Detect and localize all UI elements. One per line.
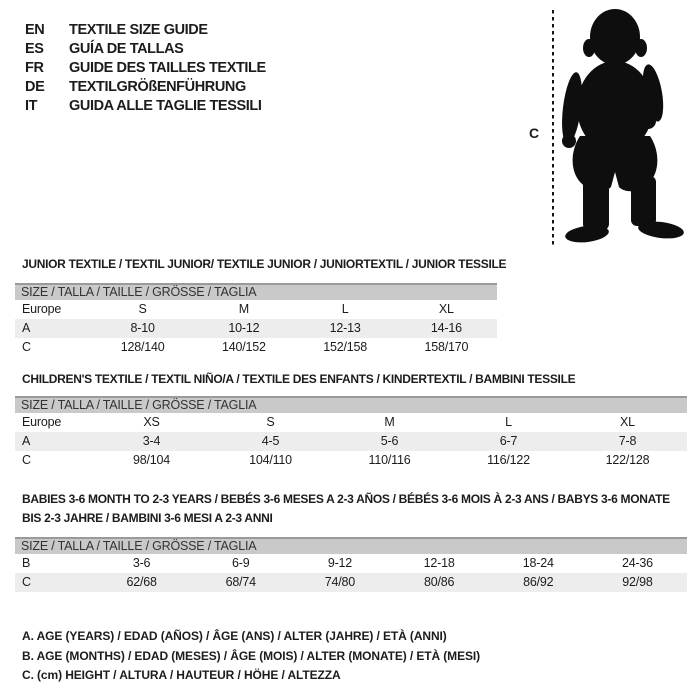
row-label: C (22, 340, 31, 354)
size-cell: 62/68 (126, 575, 157, 589)
measurement-legend (22, 627, 480, 686)
size-cell: 68/74 (225, 575, 256, 589)
row-label: Europe (22, 302, 62, 316)
row-label: C (22, 453, 31, 467)
height-marker-label: C (529, 125, 540, 141)
table-title: CHILDREN'S TEXTILE / TEXTIL NIÑO/A / TEXTILE DES ENFANTS / KINDERTEXTIL / BAMBINI TESSILE (22, 372, 576, 386)
junior-textile-table (15, 255, 507, 357)
table-row (15, 573, 687, 592)
size-cell: 104/110 (249, 453, 292, 467)
language-guide-title: GUIDE DES TAILLES TEXTILE (69, 60, 266, 76)
language-guide-row (25, 21, 266, 40)
size-cell: XS (143, 415, 160, 429)
size-cell: M (384, 415, 395, 429)
size-cell: 122/128 (605, 453, 650, 467)
size-cell: 24-36 (621, 556, 653, 570)
size-cell: 12-13 (329, 321, 361, 335)
size-cell: S (138, 302, 147, 316)
size-cell: 116/122 (487, 453, 530, 467)
size-cell: XL (620, 415, 635, 429)
size-cell: 10-12 (228, 321, 260, 335)
babies-textile-table (15, 490, 687, 592)
size-cell: 9-12 (327, 556, 353, 570)
language-code: DE (25, 79, 45, 95)
size-cell: XL (438, 302, 454, 316)
language-guide-row (25, 40, 266, 59)
table-row (15, 432, 687, 451)
size-cell: 128/140 (120, 340, 165, 354)
size-header-bar: SIZE / TALLA / TAILLE / GRÖSSE / TAGLIA (15, 396, 687, 413)
table-row (15, 451, 687, 470)
language-guide-row (25, 97, 266, 116)
language-guide-row (25, 78, 266, 97)
height-measure-dashed-line (552, 10, 554, 247)
legend-line: B. AGE (MONTHS) / EDAD (MESES) / ÂGE (MOIS) / ALTER (MONATE) / ETÀ (MESI) (22, 648, 481, 663)
size-header-bar: SIZE / TALLA / TAILLE / GRÖSSE / TAGLIA (15, 283, 497, 300)
size-cell: 3-4 (142, 434, 161, 448)
size-cell: 7-8 (618, 434, 637, 448)
size-cell: 14-16 (430, 321, 462, 335)
table-title: JUNIOR TEXTILE / TEXTIL JUNIOR/ TEXTILE JUNIOR / JUNIORTEXTIL / JUNIOR TESSILE (22, 257, 507, 271)
size-cell: 6-7 (499, 434, 518, 448)
size-cell: 3-6 (132, 556, 151, 570)
size-cell: 18-24 (522, 556, 554, 570)
language-guide-title: GUIDA ALLE TAGLIE TESSILI (69, 98, 262, 114)
size-cell: 8-10 (130, 321, 155, 335)
language-code: EN (25, 22, 45, 38)
size-cell: 12-18 (423, 556, 455, 570)
row-label: C (22, 575, 31, 589)
table-row (15, 319, 497, 338)
size-cell: 158/170 (424, 340, 469, 354)
language-title-list (25, 21, 266, 116)
language-guide-row (25, 59, 266, 78)
size-cell: 74/80 (324, 575, 356, 589)
size-cell: 92/98 (622, 575, 653, 589)
table-row (15, 300, 497, 319)
size-cell: S (266, 415, 275, 429)
row-label: A (22, 434, 31, 448)
size-cell: 6-9 (232, 556, 250, 570)
size-cell: L (505, 415, 512, 429)
row-label: A (22, 321, 31, 335)
size-cell: 98/104 (132, 453, 171, 467)
size-cell: 86/92 (523, 575, 554, 589)
table-row (15, 413, 687, 432)
size-cell: 5-6 (380, 434, 399, 448)
language-code: FR (25, 60, 44, 76)
language-code: IT (25, 98, 38, 114)
row-label: B (22, 556, 31, 570)
size-cell: M (238, 302, 249, 316)
row-label: Europe (22, 415, 62, 429)
table-row (15, 554, 687, 573)
childrens-textile-table (15, 370, 687, 470)
size-cell: 4-5 (261, 434, 280, 448)
language-guide-title: TEXTILE SIZE GUIDE (69, 22, 208, 38)
language-guide-title: TEXTILGRÖßENFÜHRUNG (69, 79, 246, 95)
legend-line: C. (cm) HEIGHT / ALTURA / HAUTEUR / HÖHE / ALTEZZA (22, 668, 341, 682)
size-cell: 140/152 (221, 340, 266, 354)
size-cell: 152/158 (323, 340, 368, 354)
size-cell: 110/116 (368, 453, 411, 467)
size-cell: L (341, 302, 349, 316)
table-row (15, 338, 497, 357)
language-guide-title: GUÍA DE TALLAS (69, 41, 184, 57)
table-title: BABIES 3-6 MONTH TO 2-3 YEARS / BEBÉS 3-6 MESES A 2-3 AÑOS / BÉBÉS 3-6 MOIS À 2-3 ANS / BABYS 3-6 MONATE BIS 2-3 JAHRE / BAMBINI 3-6 MESI A 2-3 ANNI (22, 492, 670, 525)
toddler-silhouette-image (556, 4, 696, 248)
legend-line: A. AGE (YEARS) / EDAD (AÑOS) / ÂGE (ANS) / ALTER (JAHRE) / ETÀ (ANNI) (22, 629, 447, 643)
language-code: ES (25, 41, 44, 57)
size-header-bar: SIZE / TALLA / TAILLE / GRÖSSE / TAGLIA (15, 537, 687, 554)
size-cell: 80/86 (423, 575, 455, 589)
